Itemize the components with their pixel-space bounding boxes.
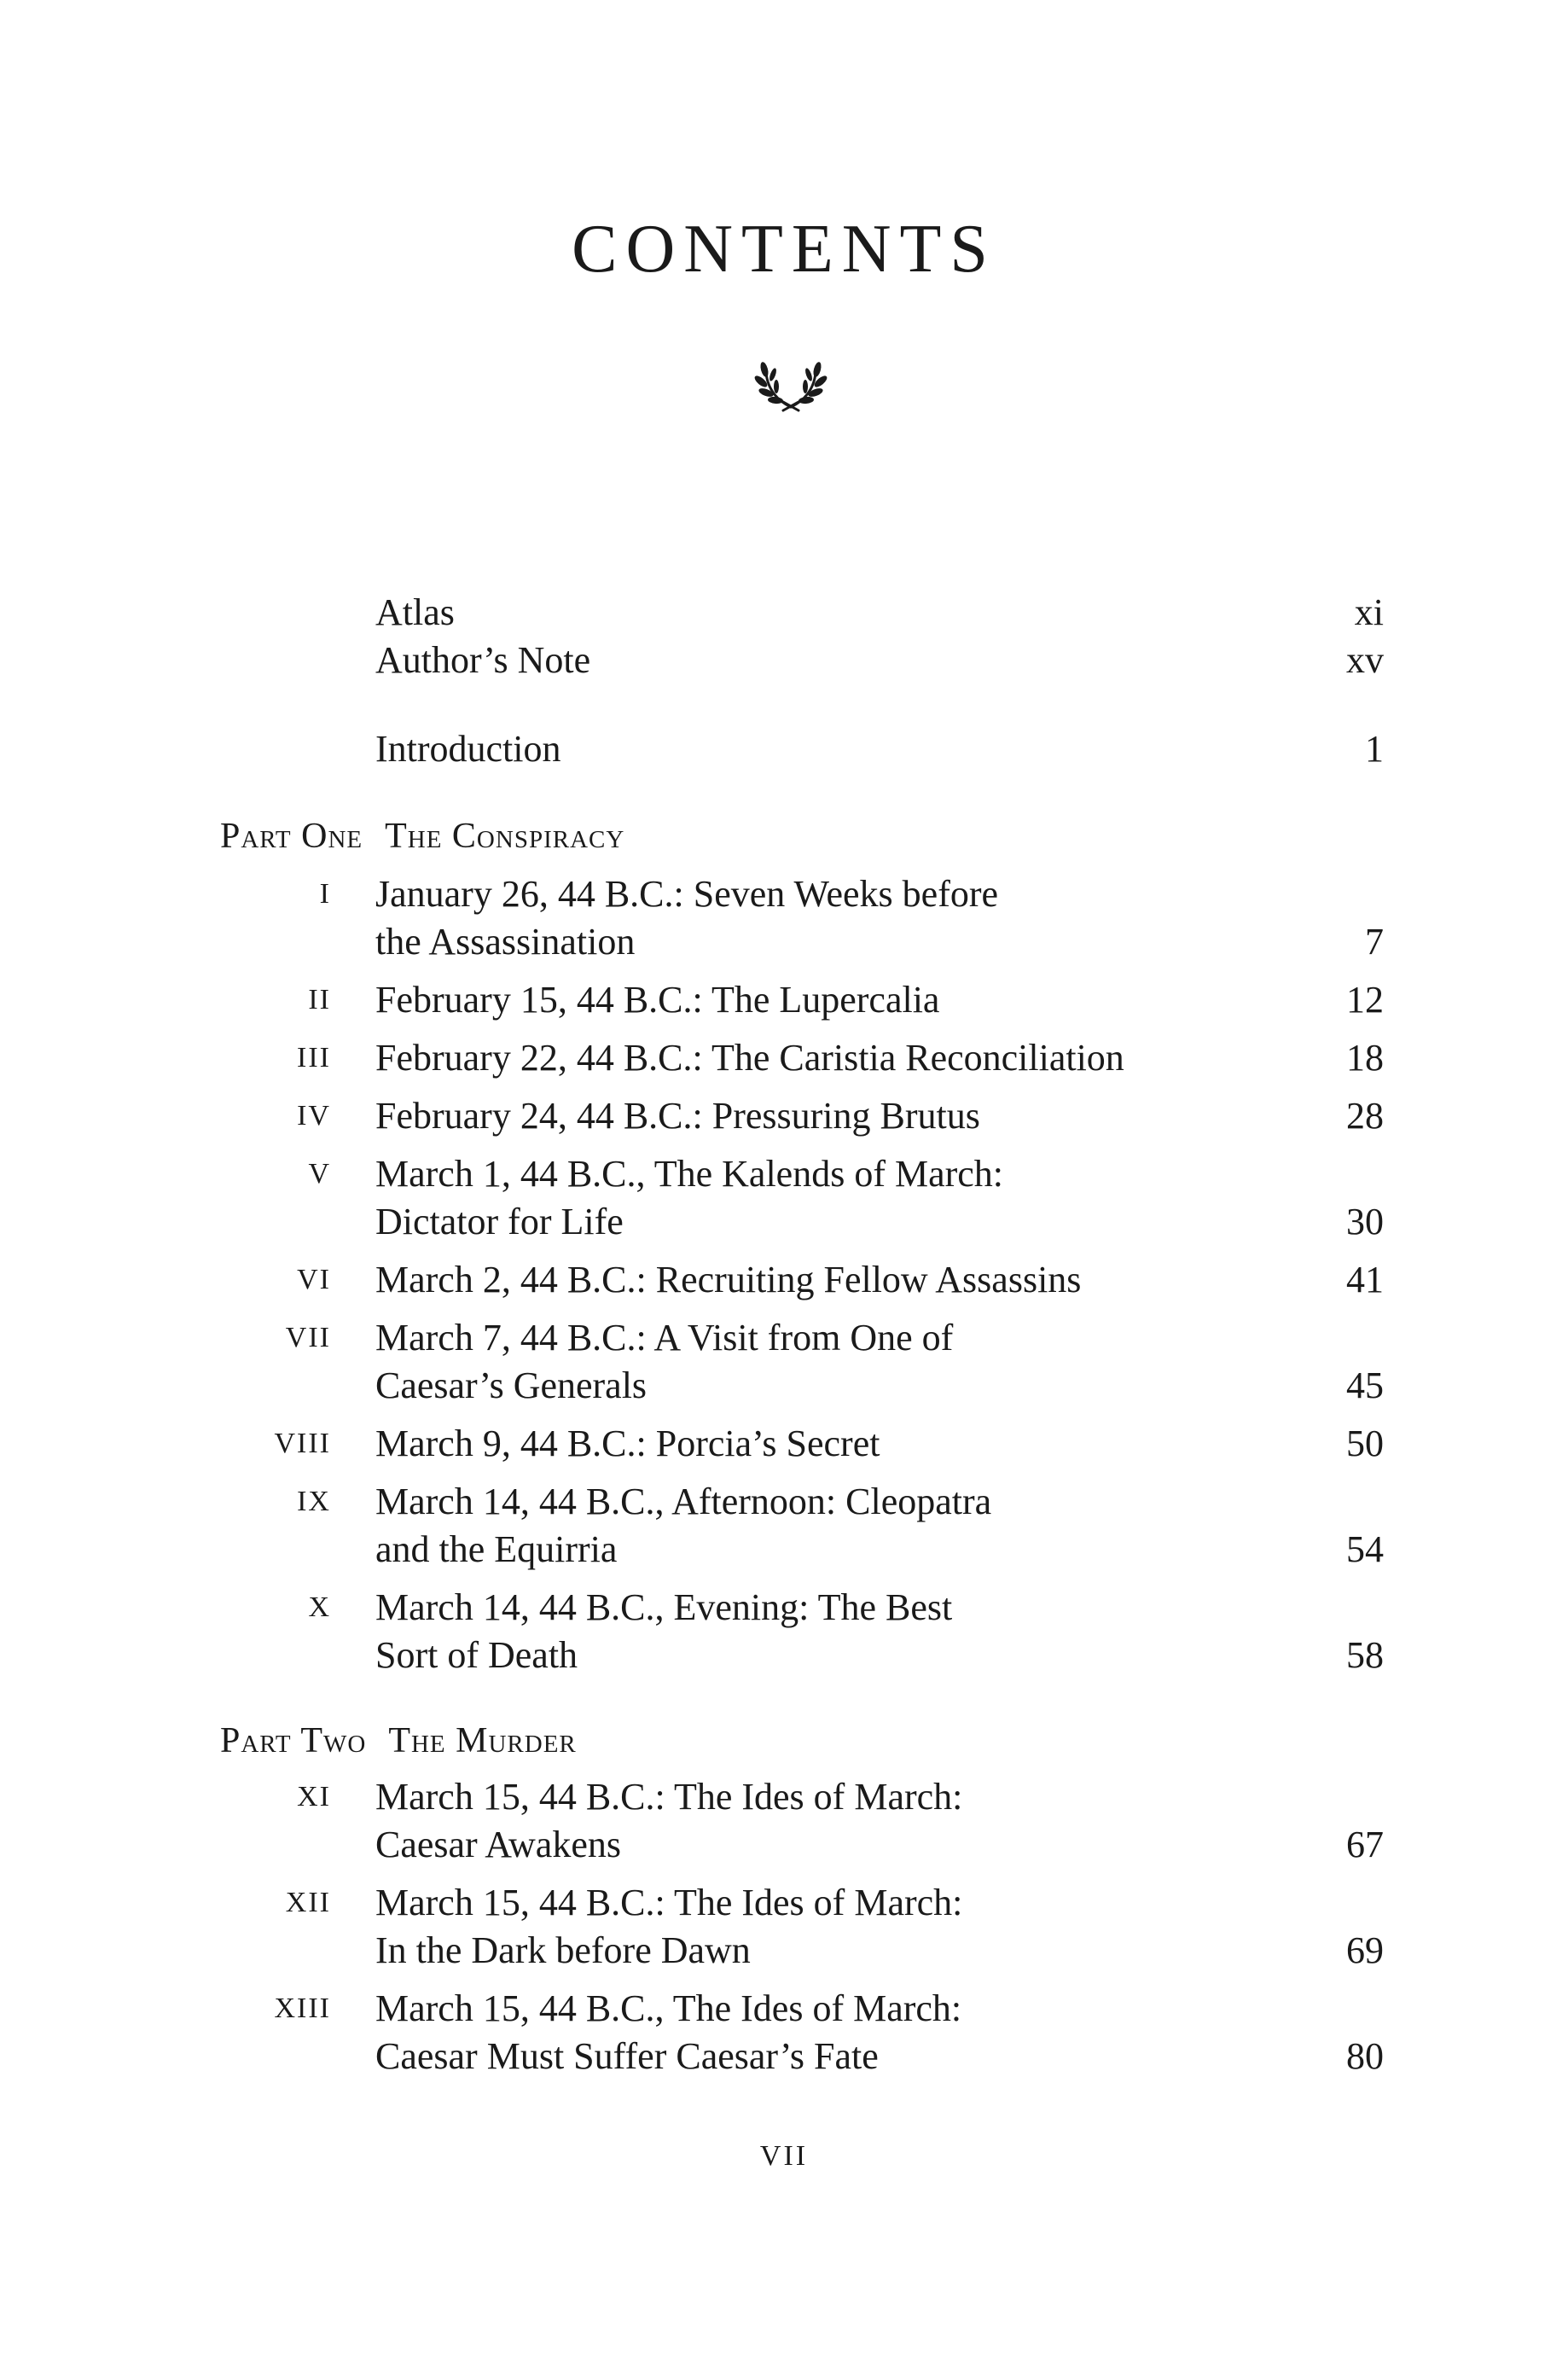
entry-title: February 15, 44 B.C.: The Lupercalia xyxy=(375,979,940,1021)
chapter-number: VII xyxy=(285,1322,331,1353)
entry-page: 12 xyxy=(1346,979,1384,1021)
entry-page: 1 xyxy=(1365,728,1384,770)
entry-title: March 14, 44 B.C., Evening: The Best xyxy=(375,1586,953,1628)
entry-page: 18 xyxy=(1346,1037,1384,1079)
part-label: Part Two xyxy=(220,1721,367,1760)
chapter-number: II xyxy=(308,984,331,1015)
entry-title: March 15, 44 B.C.: The Ides of March: xyxy=(375,1882,963,1923)
entry-title: January 26, 44 B.C.: Seven Weeks before xyxy=(375,873,999,915)
part-label: Part One xyxy=(220,817,363,856)
chapter-number: V xyxy=(308,1158,331,1190)
entry-title-cont: and the Equirria xyxy=(375,1528,618,1570)
chapter-number: XI xyxy=(297,1781,331,1812)
entry-page: 7 xyxy=(1365,921,1384,963)
entry-title-cont: Caesar’s Generals xyxy=(375,1364,648,1406)
entry-title: March 1, 44 B.C., The Kalends of March: xyxy=(375,1153,1004,1195)
chapter-number: III xyxy=(297,1042,331,1073)
entry-page: 58 xyxy=(1346,1634,1384,1676)
chapter-number: X xyxy=(308,1591,331,1623)
entry-title-cont: In the Dark before Dawn xyxy=(375,1929,751,1971)
entry-title: February 24, 44 B.C.: Pressuring Brutus xyxy=(375,1095,980,1137)
chapter-number: IV xyxy=(297,1100,331,1132)
entry-page: 54 xyxy=(1346,1528,1384,1570)
entry-page: 69 xyxy=(1346,1929,1384,1971)
entry-title-cont: the Assassination xyxy=(375,921,636,963)
entry-page: 30 xyxy=(1346,1201,1384,1242)
entry-title-cont: Dictator for Life xyxy=(375,1201,624,1242)
entry-title: March 15, 44 B.C., The Ides of March: xyxy=(375,1987,962,2029)
page-folio: VII xyxy=(759,2140,809,2172)
part-title: The Conspiracy xyxy=(385,817,625,856)
entry-page: 50 xyxy=(1346,1423,1384,1464)
entry-title: March 2, 44 B.C.: Recruiting Fellow Assassins xyxy=(375,1259,1082,1300)
chapter-number: VI xyxy=(297,1264,331,1295)
entry-title: March 9, 44 B.C.: Porcia’s Secret xyxy=(375,1423,880,1464)
entry-title: February 22, 44 B.C.: The Caristia Reconciliation xyxy=(375,1037,1124,1079)
chapter-number: XIII xyxy=(274,1993,331,2024)
entry-page: 41 xyxy=(1346,1259,1384,1300)
entry-page: 45 xyxy=(1346,1364,1384,1406)
entry-title: Introduction xyxy=(375,728,561,770)
entry-title-cont: Caesar Awakens xyxy=(375,1824,621,1865)
entry-title: March 14, 44 B.C., Afternoon: Cleopatra xyxy=(375,1481,992,1522)
entry-title-cont: Caesar Must Suffer Caesar’s Fate xyxy=(375,2035,879,2077)
entry-title: Author’s Note xyxy=(375,639,591,681)
entry-title-cont: Sort of Death xyxy=(375,1634,578,1676)
part-title: The Murder xyxy=(388,1721,577,1760)
entry-page: xv xyxy=(1346,639,1384,681)
chapter-number: XII xyxy=(285,1887,331,1918)
part-heading xyxy=(220,812,624,860)
entry-title: Atlas xyxy=(375,591,455,633)
entry-page: 67 xyxy=(1346,1824,1384,1865)
entry-page: 28 xyxy=(1346,1095,1384,1137)
entry-title: March 7, 44 B.C.: A Visit from One of xyxy=(375,1317,954,1359)
part-heading xyxy=(220,1717,577,1765)
entry-page: xi xyxy=(1354,591,1384,633)
chapter-number: VIII xyxy=(274,1428,331,1459)
page-title: CONTENTS xyxy=(572,212,996,287)
entry-title: March 15, 44 B.C.: The Ides of March: xyxy=(375,1776,963,1818)
chapter-number: IX xyxy=(297,1486,331,1517)
chapter-number: I xyxy=(319,878,331,910)
entry-page: 80 xyxy=(1346,2035,1384,2077)
